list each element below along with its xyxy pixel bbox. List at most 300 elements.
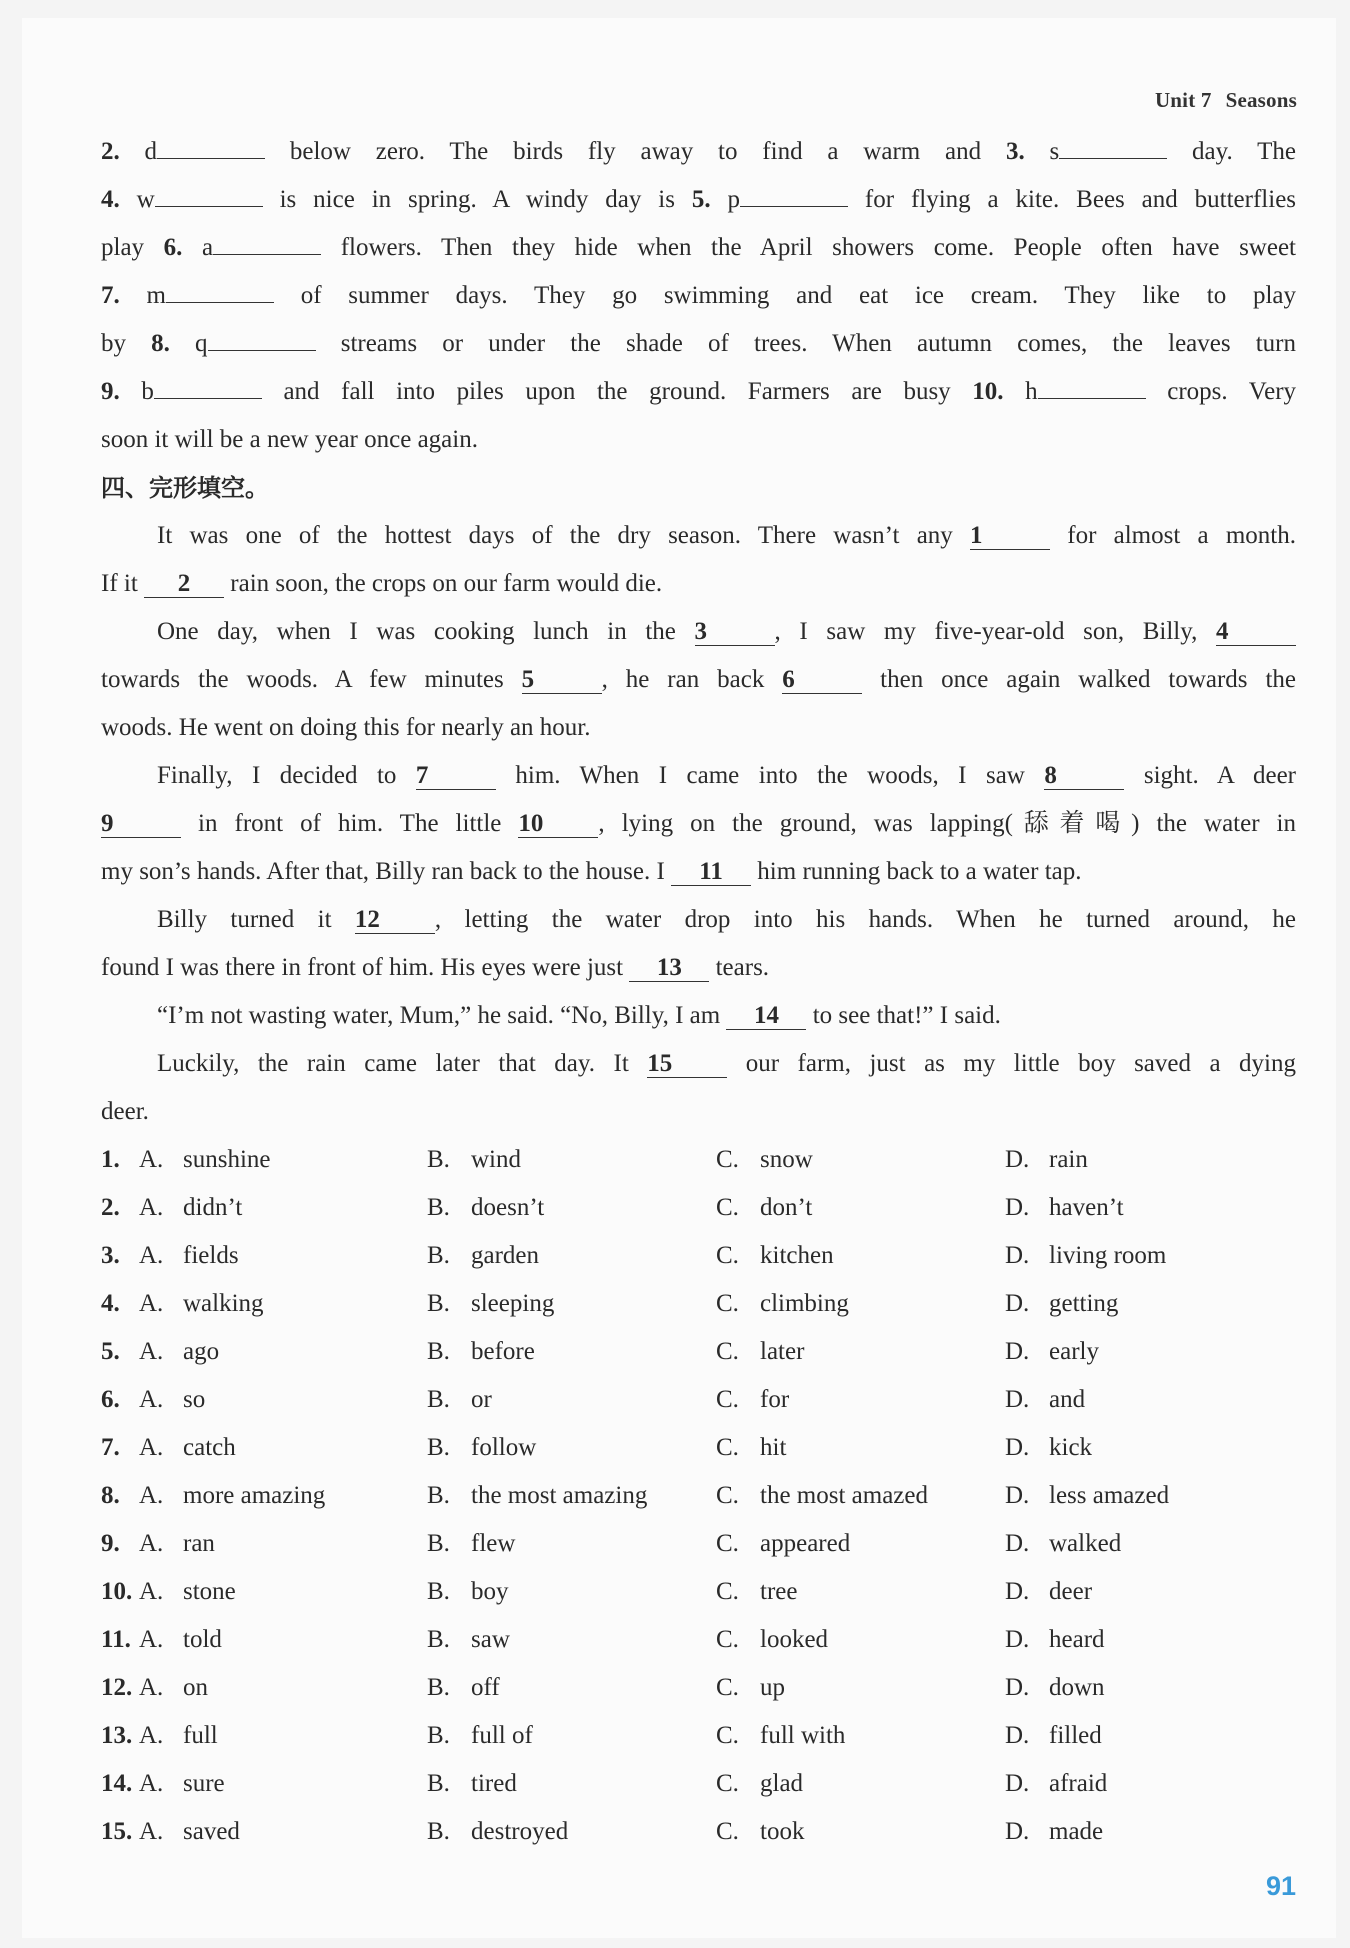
option-letter: A. xyxy=(139,1290,164,1317)
cloze-line xyxy=(101,608,1296,656)
option-letter: B. xyxy=(427,1482,450,1509)
option-text: full xyxy=(183,1722,218,1749)
passage-line xyxy=(101,272,1296,320)
answer-blank[interactable] xyxy=(1059,132,1167,159)
option-text: garden xyxy=(471,1242,540,1269)
option-row xyxy=(101,1472,1296,1520)
option-a[interactable] xyxy=(139,1664,208,1712)
passage-text: rain soon, the crops on our farm would die. xyxy=(224,570,663,597)
cloze-blank[interactable]: 13 xyxy=(629,955,709,982)
option-b[interactable] xyxy=(427,1328,535,1376)
option-text: walked xyxy=(1049,1530,1122,1557)
option-text: doesn’t xyxy=(471,1194,545,1221)
option-text: getting xyxy=(1049,1290,1119,1317)
passage-text: in front of him. The little xyxy=(181,810,519,837)
section-heading xyxy=(101,464,1296,512)
cloze-line xyxy=(101,512,1296,560)
option-letter: B. xyxy=(427,1194,450,1221)
option-c[interactable] xyxy=(716,1424,786,1472)
option-text: catch xyxy=(183,1434,236,1461)
answer-blank[interactable] xyxy=(1038,372,1146,399)
passage-text: It was one of the hottest days of the dry season. There wasn’t any xyxy=(157,522,971,549)
page-content xyxy=(101,128,1296,1856)
option-d[interactable] xyxy=(1005,1712,1102,1760)
option-row xyxy=(101,1808,1296,1856)
passage-text: q xyxy=(169,330,208,357)
option-text: kick xyxy=(1049,1434,1093,1461)
cloze-line xyxy=(101,560,1296,608)
passage-text: d xyxy=(119,138,158,165)
option-a[interactable] xyxy=(139,1616,222,1664)
option-row xyxy=(101,1520,1296,1568)
option-text: afraid xyxy=(1049,1770,1108,1797)
option-b[interactable] xyxy=(427,1568,509,1616)
option-text: told xyxy=(183,1626,222,1653)
option-question-number: 9. xyxy=(101,1530,120,1557)
option-letter: C. xyxy=(716,1386,739,1413)
option-letter: B. xyxy=(427,1818,450,1845)
question-number: 10. xyxy=(972,378,1004,405)
cloze-line xyxy=(101,1088,1296,1136)
option-letter: A. xyxy=(139,1674,164,1701)
passage-text: and fall into piles upon the ground. Farmers are busy xyxy=(261,378,973,405)
option-letter: D. xyxy=(1005,1482,1030,1509)
cloze-line xyxy=(101,944,1296,992)
passage-text: him running back to a water tap. xyxy=(751,858,1082,885)
option-letter: D. xyxy=(1005,1386,1030,1413)
question-number: 7. xyxy=(101,282,120,309)
option-b[interactable] xyxy=(427,1760,517,1808)
question-number: 2. xyxy=(101,138,120,165)
option-question-number: 5. xyxy=(101,1338,120,1365)
passage-text: then once again walked towards the xyxy=(862,666,1296,693)
option-text: didn’t xyxy=(183,1194,243,1221)
passage-text: of summer days. They go swimming and eat ice cream. They like to play xyxy=(273,282,1296,309)
option-letter: B. xyxy=(427,1626,450,1653)
option-c[interactable] xyxy=(716,1232,834,1280)
passage-text: is nice in spring. A windy day is xyxy=(262,186,692,213)
option-c[interactable] xyxy=(716,1280,849,1328)
option-b[interactable] xyxy=(427,1616,510,1664)
option-b[interactable] xyxy=(427,1280,554,1328)
option-letter: A. xyxy=(139,1770,164,1797)
option-letter: C. xyxy=(716,1770,739,1797)
option-d[interactable] xyxy=(1005,1568,1092,1616)
option-text: saw xyxy=(471,1626,510,1653)
cloze-line xyxy=(101,1040,1296,1088)
option-letter: D. xyxy=(1005,1578,1030,1605)
question-number: 3. xyxy=(1005,138,1025,165)
option-text: appeared xyxy=(760,1530,851,1557)
option-text: sleeping xyxy=(471,1290,555,1317)
option-d[interactable] xyxy=(1005,1136,1088,1184)
option-text: tree xyxy=(760,1578,798,1605)
option-text: tired xyxy=(471,1770,517,1797)
passage-text: “I’m not wasting water, Mum,” he said. “No, Billy, I am xyxy=(157,1002,727,1029)
cloze-line xyxy=(101,656,1296,704)
passage-text: found I was there in front of him. His eyes were just xyxy=(101,954,630,981)
option-a[interactable] xyxy=(139,1424,236,1472)
unit-label: Unit 7 xyxy=(1154,88,1212,112)
option-b[interactable] xyxy=(427,1520,515,1568)
option-a[interactable] xyxy=(139,1568,236,1616)
option-row xyxy=(101,1568,1296,1616)
option-row xyxy=(101,1232,1296,1280)
option-question-number: 1. xyxy=(101,1146,120,1173)
option-text: living room xyxy=(1049,1242,1167,1269)
option-c[interactable] xyxy=(716,1760,803,1808)
option-letter: C. xyxy=(716,1722,739,1749)
cloze-blank[interactable]: 6 xyxy=(782,667,862,694)
option-question-number: 4. xyxy=(101,1290,120,1317)
option-letter: D. xyxy=(1005,1674,1030,1701)
option-b[interactable] xyxy=(427,1472,647,1520)
option-text: took xyxy=(760,1818,805,1845)
option-d[interactable] xyxy=(1005,1232,1166,1280)
option-text: the most amazing xyxy=(471,1482,648,1509)
option-d[interactable] xyxy=(1005,1520,1121,1568)
option-row xyxy=(101,1184,1296,1232)
option-text: off xyxy=(471,1674,500,1701)
option-row xyxy=(101,1712,1296,1760)
passage-text: day. The xyxy=(1167,138,1296,165)
option-letter: D. xyxy=(1005,1338,1030,1365)
option-row xyxy=(101,1328,1296,1376)
option-text: on xyxy=(183,1674,208,1701)
option-text: later xyxy=(760,1338,805,1365)
passage-text: soon it will be a new year once again. xyxy=(101,426,478,453)
option-text: follow xyxy=(471,1434,537,1461)
option-c[interactable] xyxy=(716,1376,789,1424)
passage-text: crops. Very xyxy=(1145,378,1296,405)
option-row xyxy=(101,1424,1296,1472)
option-a[interactable] xyxy=(139,1520,215,1568)
answer-blank[interactable] xyxy=(740,180,848,207)
option-text: saved xyxy=(183,1818,240,1845)
option-c[interactable] xyxy=(716,1472,928,1520)
passage-text: w xyxy=(119,186,155,213)
option-a[interactable] xyxy=(139,1232,239,1280)
option-a[interactable] xyxy=(139,1280,264,1328)
passage-text: for almost a month. xyxy=(1050,522,1296,549)
option-a[interactable] xyxy=(139,1712,218,1760)
option-c[interactable] xyxy=(716,1712,845,1760)
option-letter: C. xyxy=(716,1482,739,1509)
option-text: rain xyxy=(1049,1146,1088,1173)
option-question-number: 7. xyxy=(101,1434,120,1461)
option-a[interactable] xyxy=(139,1328,219,1376)
option-letter: C. xyxy=(716,1290,739,1317)
cloze-blank[interactable]: 11 xyxy=(671,859,751,886)
option-letter: A. xyxy=(139,1242,164,1269)
option-letter: B. xyxy=(427,1722,450,1749)
passage-text: towards the woods. A few minutes xyxy=(101,666,522,693)
option-text: heard xyxy=(1049,1626,1105,1653)
option-letter: B. xyxy=(427,1290,450,1317)
option-b[interactable] xyxy=(427,1712,533,1760)
option-text: sure xyxy=(183,1770,225,1797)
option-text: so xyxy=(183,1386,206,1413)
option-b[interactable] xyxy=(427,1808,568,1856)
option-a[interactable] xyxy=(139,1472,325,1520)
cloze-blank[interactable]: 12 xyxy=(355,907,435,934)
passage-text: p xyxy=(710,186,740,213)
option-letter: C. xyxy=(716,1818,739,1845)
option-row xyxy=(101,1376,1296,1424)
option-b[interactable] xyxy=(427,1376,492,1424)
passage-text: my son’s hands. After that, Billy ran back to the house. I xyxy=(101,858,672,885)
option-letter: C. xyxy=(716,1626,739,1653)
option-letter: D. xyxy=(1005,1722,1030,1749)
passage-text: Billy turned it xyxy=(157,906,355,933)
option-text: looked xyxy=(760,1626,829,1653)
option-letter: D. xyxy=(1005,1530,1030,1557)
option-text: boy xyxy=(471,1578,509,1605)
answer-blank[interactable] xyxy=(155,180,263,207)
answer-blank[interactable] xyxy=(213,228,321,255)
passage-line xyxy=(101,128,1296,176)
passage-line xyxy=(101,416,1296,464)
passage-text: flowers. Then they hide when the April showers come. People often have sweet xyxy=(321,234,1296,261)
option-d[interactable] xyxy=(1005,1376,1085,1424)
option-letter: B. xyxy=(427,1578,450,1605)
cloze-line xyxy=(101,752,1296,800)
option-letter: C. xyxy=(716,1674,739,1701)
passage-text: our farm, just as my little boy saved a dying xyxy=(727,1050,1296,1077)
word-fill-passage xyxy=(101,128,1296,464)
option-letter: B. xyxy=(427,1338,450,1365)
passage-text: to see that!” I said. xyxy=(806,1002,1001,1029)
option-text: walking xyxy=(183,1290,264,1317)
option-question-number: 2. xyxy=(101,1194,120,1221)
option-text: down xyxy=(1049,1674,1105,1701)
option-letter: A. xyxy=(139,1194,164,1221)
passage-line xyxy=(101,320,1296,368)
cloze-blank[interactable]: 1 xyxy=(970,523,1050,550)
cloze-blank[interactable]: 8 xyxy=(1044,763,1124,790)
option-letter: B. xyxy=(427,1242,450,1269)
option-text: sunshine xyxy=(183,1146,271,1173)
option-text: deer xyxy=(1049,1578,1093,1605)
cloze-line xyxy=(101,992,1296,1040)
option-text: stone xyxy=(183,1578,236,1605)
cloze-blank[interactable]: 3 xyxy=(695,619,775,646)
option-c[interactable] xyxy=(716,1568,797,1616)
page-number: 91 xyxy=(1265,1871,1296,1901)
option-text: the most amazed xyxy=(760,1482,928,1509)
option-letter: A. xyxy=(139,1338,164,1365)
option-letter: A. xyxy=(139,1386,164,1413)
passage-text: Finally, I decided to xyxy=(157,762,416,789)
option-text: wind xyxy=(471,1146,521,1173)
option-text: up xyxy=(760,1674,785,1701)
option-text: less amazed xyxy=(1049,1482,1170,1509)
option-c[interactable] xyxy=(716,1664,785,1712)
cloze-blank[interactable]: 4 xyxy=(1216,619,1296,646)
question-number: 4. xyxy=(101,186,120,213)
option-c[interactable] xyxy=(716,1808,804,1856)
option-text: don’t xyxy=(760,1194,813,1221)
question-number: 9. xyxy=(101,378,120,405)
option-text: or xyxy=(471,1386,492,1413)
answer-blank[interactable] xyxy=(157,132,265,159)
option-text: destroyed xyxy=(471,1818,569,1845)
option-d[interactable] xyxy=(1005,1472,1169,1520)
passage-text: m xyxy=(119,282,166,309)
option-letter: A. xyxy=(139,1578,164,1605)
passage-text: sight. A deer xyxy=(1124,762,1296,789)
option-letter: B. xyxy=(427,1770,450,1797)
cloze-line xyxy=(101,848,1296,896)
passage-text: If it xyxy=(101,570,145,597)
passage-text: b xyxy=(119,378,154,405)
option-d[interactable] xyxy=(1005,1424,1092,1472)
option-question-number: 8. xyxy=(101,1482,120,1509)
option-d[interactable] xyxy=(1005,1760,1107,1808)
passage-text: woods. He went on doing this for nearly an hour. xyxy=(101,714,591,741)
passage-line xyxy=(101,368,1296,416)
answer-blank[interactable] xyxy=(154,372,262,399)
option-letter: C. xyxy=(716,1338,739,1365)
option-text: flew xyxy=(471,1530,516,1557)
option-letter: D. xyxy=(1005,1434,1030,1461)
option-text: kitchen xyxy=(760,1242,834,1269)
option-a[interactable] xyxy=(139,1376,205,1424)
option-b[interactable] xyxy=(427,1136,521,1184)
option-question-number: 14. xyxy=(101,1770,133,1797)
option-letter: D. xyxy=(1005,1290,1030,1317)
passage-text: for flying a kite. Bees and butterflies xyxy=(848,186,1296,213)
option-text: filled xyxy=(1049,1722,1102,1749)
option-text: haven’t xyxy=(1049,1194,1124,1221)
option-text: and xyxy=(1049,1386,1086,1413)
option-letter: C. xyxy=(716,1242,739,1269)
option-letter: B. xyxy=(427,1386,450,1413)
option-text: hit xyxy=(760,1434,787,1461)
option-letter: A. xyxy=(139,1482,164,1509)
passage-text: s xyxy=(1024,138,1060,165)
option-a[interactable] xyxy=(139,1808,240,1856)
option-letter: D. xyxy=(1005,1770,1030,1797)
cloze-options xyxy=(101,1136,1296,1856)
option-a[interactable] xyxy=(139,1760,225,1808)
passage-text: tears. xyxy=(709,954,770,981)
option-text: made xyxy=(1049,1818,1104,1845)
cloze-blank[interactable]: 9 xyxy=(101,811,181,838)
cloze-blank[interactable]: 7 xyxy=(416,763,496,790)
option-letter: A. xyxy=(139,1626,164,1653)
cloze-blank[interactable]: 15 xyxy=(647,1051,727,1078)
option-b[interactable] xyxy=(427,1232,539,1280)
option-text: ago xyxy=(183,1338,220,1365)
option-letter: C. xyxy=(716,1530,739,1557)
passage-text: a xyxy=(182,234,214,261)
passage-line xyxy=(101,224,1296,272)
passage-text: , lying on the ground, was lapping(舔着喝) the water in xyxy=(598,810,1296,837)
cloze-blank[interactable]: 10 xyxy=(518,811,598,838)
option-letter: A. xyxy=(139,1818,164,1845)
option-text: fields xyxy=(183,1242,239,1269)
option-d[interactable] xyxy=(1005,1616,1105,1664)
option-text: for xyxy=(760,1386,790,1413)
option-a[interactable] xyxy=(139,1184,242,1232)
option-question-number: 11. xyxy=(101,1626,131,1653)
option-letter: B. xyxy=(427,1146,450,1173)
option-c[interactable] xyxy=(716,1616,828,1664)
option-letter: C. xyxy=(716,1578,739,1605)
option-row xyxy=(101,1760,1296,1808)
option-c[interactable] xyxy=(716,1328,804,1376)
option-letter: B. xyxy=(427,1434,450,1461)
option-letter: D. xyxy=(1005,1194,1030,1221)
option-c[interactable] xyxy=(716,1184,812,1232)
option-letter: A. xyxy=(139,1722,164,1749)
option-c[interactable] xyxy=(716,1136,813,1184)
option-letter: C. xyxy=(716,1434,739,1461)
option-letter: A. xyxy=(139,1530,164,1557)
option-letter: A. xyxy=(139,1146,164,1173)
option-d[interactable] xyxy=(1005,1328,1099,1376)
passage-text: , letting the water drop into his hands. When he turned around, he xyxy=(434,906,1296,933)
option-b[interactable] xyxy=(427,1184,544,1232)
option-letter: D. xyxy=(1005,1146,1030,1173)
cloze-blank[interactable]: 14 xyxy=(726,1003,806,1030)
page-header xyxy=(1155,88,1297,113)
passage-text: him. When I came into the woods, I saw xyxy=(495,762,1045,789)
cloze-blank[interactable]: 5 xyxy=(522,667,602,694)
question-number: 8. xyxy=(151,330,170,357)
option-question-number: 13. xyxy=(101,1722,133,1749)
passage-text: below zero. The birds fly away to find a warm and xyxy=(265,138,1006,165)
answer-blank[interactable] xyxy=(166,276,274,303)
passage-text: deer. xyxy=(101,1098,149,1125)
option-text: ran xyxy=(183,1530,215,1557)
option-a[interactable] xyxy=(139,1136,271,1184)
option-row xyxy=(101,1616,1296,1664)
passage-text: , I saw my five-year-old son, Billy, xyxy=(774,618,1216,645)
option-letter: B. xyxy=(427,1530,450,1557)
question-number: 6. xyxy=(163,234,183,261)
option-d[interactable] xyxy=(1005,1280,1118,1328)
cloze-passage xyxy=(101,512,1296,1136)
option-c[interactable] xyxy=(716,1520,850,1568)
passage-text: by xyxy=(101,330,152,357)
option-text: climbing xyxy=(760,1290,849,1317)
option-question-number: 10. xyxy=(101,1578,133,1605)
option-letter: D. xyxy=(1005,1626,1030,1653)
option-question-number: 12. xyxy=(101,1674,133,1701)
answer-blank[interactable] xyxy=(208,324,316,351)
unit-title: Seasons xyxy=(1225,88,1297,112)
option-text: more amazing xyxy=(183,1482,326,1509)
question-number: 5. xyxy=(691,186,711,213)
option-d[interactable] xyxy=(1005,1664,1105,1712)
option-text: early xyxy=(1049,1338,1099,1365)
cloze-blank[interactable]: 2 xyxy=(144,571,224,598)
option-b[interactable] xyxy=(427,1424,536,1472)
option-letter: C. xyxy=(716,1194,739,1221)
option-text: full with xyxy=(760,1722,846,1749)
option-text: glad xyxy=(760,1770,804,1797)
option-question-number: 3. xyxy=(101,1242,120,1269)
option-b[interactable] xyxy=(427,1664,500,1712)
passage-text: , he ran back xyxy=(601,666,783,693)
option-text: full of xyxy=(471,1722,533,1749)
option-d[interactable] xyxy=(1005,1808,1103,1856)
option-d[interactable] xyxy=(1005,1184,1124,1232)
option-letter: C. xyxy=(716,1146,739,1173)
passage-text: Luckily, the rain came later that day. It xyxy=(157,1050,648,1077)
